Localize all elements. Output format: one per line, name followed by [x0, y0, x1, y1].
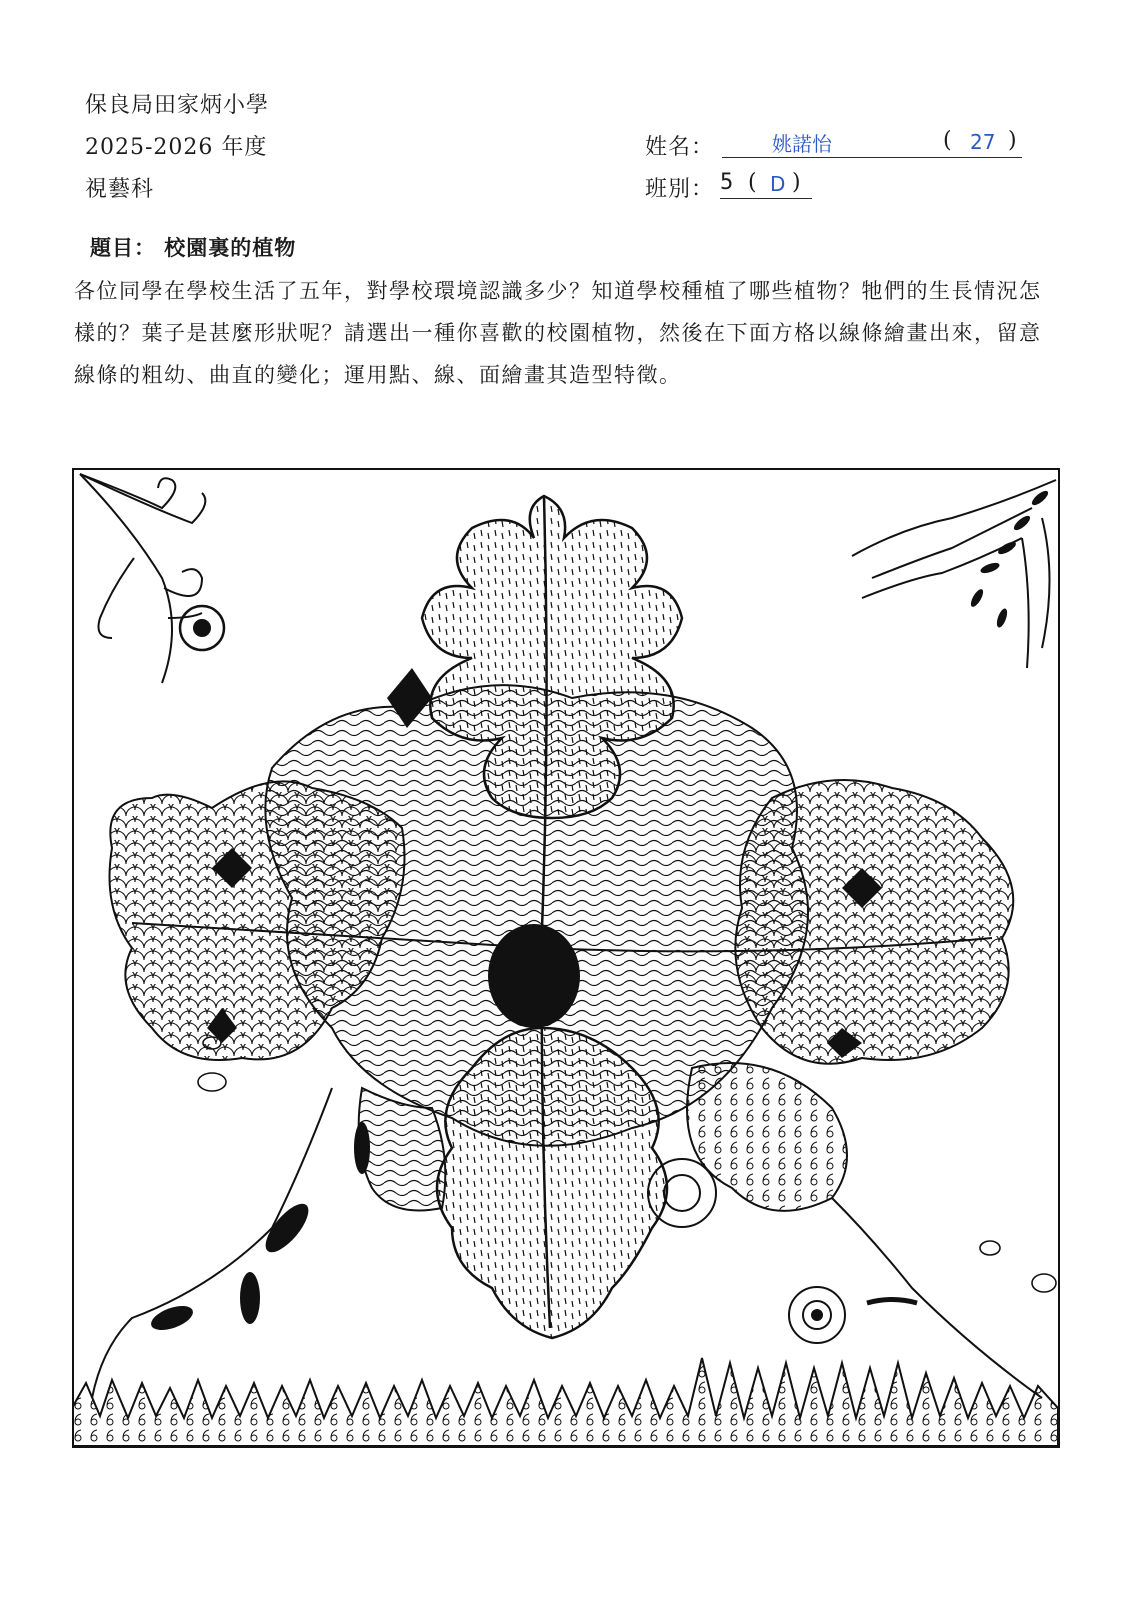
name-label: 姓名：: [645, 135, 715, 160]
student-name: 姚諾怡: [772, 132, 832, 156]
assignment-instructions: 各位同學在學校生活了五年，對學校環境認識多少？知道學校種植了哪些植物？牠們的生長情況怎樣的？葉子是甚麼形狀呢？請選出一種你喜歡的校園植物，然後在下面方格以線條繪畫出來，留意線條的粗幼、曲直的變化；運用點、線、面繪畫其造型特徵。: [74, 279, 1042, 387]
subject-name: 視藝科: [85, 177, 155, 202]
name-underline: [722, 157, 1022, 158]
seat-number: 27: [970, 130, 996, 154]
center-black-seed: [488, 924, 580, 1028]
school-name: 保良局田家炳小學: [85, 93, 270, 118]
class-paren-close: ): [792, 170, 801, 195]
assignment-topic: 題目： 校園裏的植物: [90, 236, 297, 260]
seat-paren-open: (: [943, 128, 952, 153]
hanging-leaf-1: [354, 1122, 370, 1174]
hanging-leaf-3: [240, 1272, 260, 1324]
class-paren-open: (: [748, 170, 757, 195]
seat-paren-close: ): [1008, 128, 1017, 153]
class-section: D: [770, 172, 786, 196]
class-underline: [720, 198, 812, 199]
class-grade: 5: [720, 170, 734, 195]
drawing-frame: [72, 468, 1060, 1448]
class-label: 班別：: [645, 177, 715, 202]
school-year: 2025-2026 年度: [85, 135, 268, 160]
